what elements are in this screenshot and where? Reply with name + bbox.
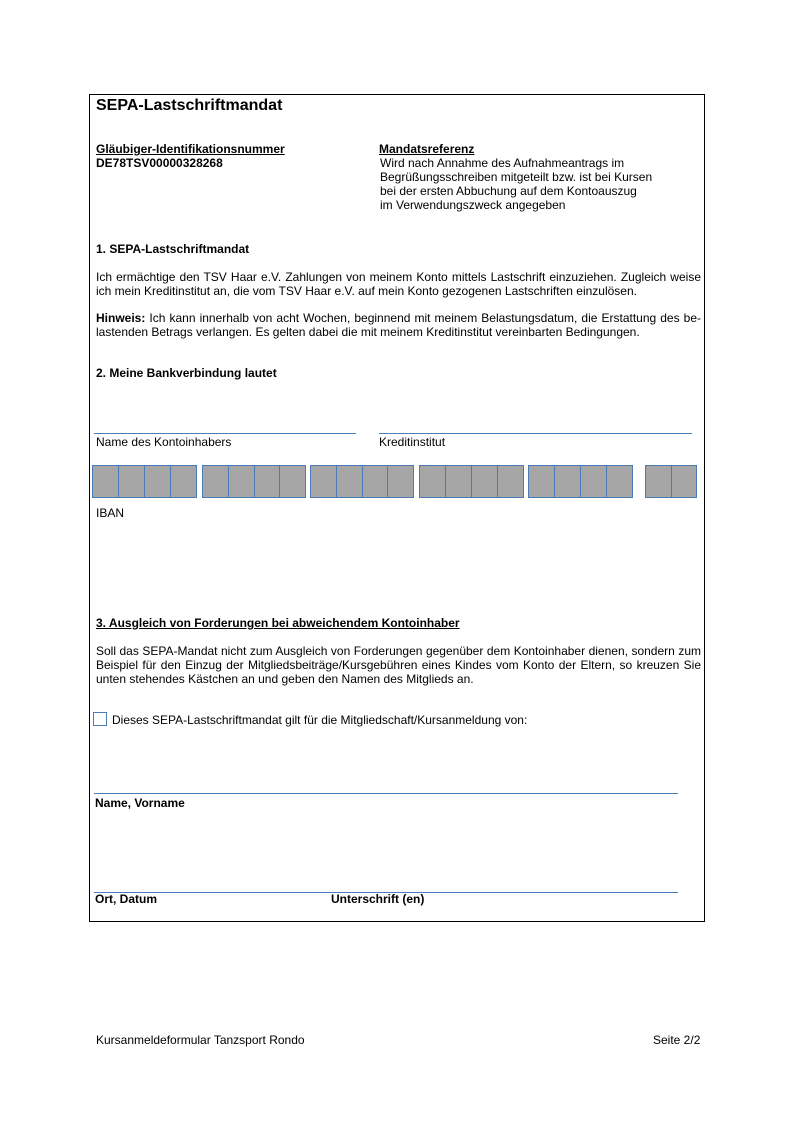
iban-group[interactable] xyxy=(645,465,697,498)
iban-digit-box[interactable] xyxy=(420,466,446,497)
iban-label: IBAN xyxy=(96,506,125,520)
mandate-reference-line: bei der ersten Abbuchung auf dem Kontoauszug xyxy=(380,184,637,198)
iban-digit-box[interactable] xyxy=(255,466,281,497)
iban-digit-box[interactable] xyxy=(280,466,305,497)
paragraph-line: ich mein Kreditinstitut an, die vom TSV Haar e.V. auf mein Konto gezogenen Lastschriften einzulösen. xyxy=(96,284,637,298)
iban-digit-box[interactable] xyxy=(472,466,498,497)
paragraph-line: Soll das SEPA-Mandat nicht zum Ausgleich von Forderungen gegenüber dem Kontoinhaber dienen, sondern zum xyxy=(96,644,701,658)
iban-digit-box[interactable] xyxy=(581,466,607,497)
mandate-reference-line: im Verwendungszweck angegeben xyxy=(380,198,566,212)
mandate-reference-line: Begrüßungsschreiben mitgeteilt bzw. ist bei Kursen xyxy=(380,170,653,184)
section1-heading: 1. SEPA-Lastschriftmandat xyxy=(96,242,250,256)
iban-digit-box[interactable] xyxy=(93,466,119,497)
paragraph-line: Ich ermächtige den TSV Haar e.V. Zahlungen von meinem Konto mittels Lastschrift einzuziehen. Zugleich weise xyxy=(96,270,701,284)
iban-digit-box[interactable] xyxy=(498,466,523,497)
paragraph-line: Ich kann innerhalb von acht Wochen, beginnend mit meinem Belastungsdatum, die Erstattung des be- xyxy=(149,311,701,325)
section3-paragraph xyxy=(96,644,701,686)
iban-digit-box[interactable] xyxy=(311,466,337,497)
bank-name-line[interactable] xyxy=(379,433,692,434)
iban-digit-box[interactable] xyxy=(363,466,389,497)
iban-digit-box[interactable] xyxy=(337,466,363,497)
page-title: SEPA-Lastschriftmandat xyxy=(96,97,283,114)
member-checkbox-label: Dieses SEPA-Lastschriftmandat gilt für die Mitgliedschaft/Kursanmeldung von: xyxy=(112,713,528,727)
paragraph-line: lastenden Betrags verlangen. Es gelten dabei die mit meinem Kreditinstitut vereinbarten Bedingungen. xyxy=(96,325,640,339)
mandate-reference-label: Mandatsreferenz xyxy=(379,142,475,156)
iban-digit-box[interactable] xyxy=(229,466,255,497)
paragraph-line: unten stehendes Kästchen an und geben den Namen des Mitglieds an. xyxy=(96,672,474,686)
mandate-reference-text xyxy=(380,156,652,212)
member-name-label: Name, Vorname xyxy=(95,796,185,810)
member-name-line[interactable] xyxy=(94,793,678,794)
iban-group[interactable] xyxy=(419,465,524,498)
page-number: Seite 2/2 xyxy=(653,1033,701,1047)
creditor-id-value: DE78TSV00000328268 xyxy=(96,156,223,170)
signature-label: Unterschrift (en) xyxy=(331,892,425,906)
creditor-id-label: Gläubiger-Identifikationsnummer xyxy=(96,142,285,156)
section1-hint xyxy=(96,311,701,339)
footer-title: Kursanmeldeformular Tanzsport Rondo xyxy=(96,1033,305,1047)
iban-digit-box[interactable] xyxy=(203,466,229,497)
iban-digit-box[interactable] xyxy=(171,466,196,497)
iban-group[interactable] xyxy=(202,465,306,498)
iban-group[interactable] xyxy=(310,465,414,498)
place-date-label: Ort, Datum xyxy=(95,892,158,906)
section1-paragraph xyxy=(96,270,701,298)
iban-group[interactable] xyxy=(92,465,197,498)
iban-digit-box[interactable] xyxy=(529,466,555,497)
section3-heading: 3. Ausgleich von Forderungen bei abweichendem Kontoinhaber xyxy=(96,616,460,630)
iban-digit-box[interactable] xyxy=(119,466,145,497)
iban-digit-box[interactable] xyxy=(646,466,672,497)
iban-digit-box[interactable] xyxy=(555,466,581,497)
iban-group[interactable] xyxy=(528,465,633,498)
paragraph-line: Beispiel für den Einzug der Mitgliedsbeiträge/Kursgebühren eines Kindes vom Konto der Eltern, so kreuzen Sie xyxy=(96,658,701,672)
iban-digit-box[interactable] xyxy=(388,466,413,497)
hint-label: Hinweis: xyxy=(96,311,146,325)
account-holder-line[interactable] xyxy=(94,433,356,434)
mandate-reference-line: Wird nach Annahme des Aufnahmeantrags im xyxy=(380,156,625,170)
section2-heading: 2. Meine Bankverbindung lautet xyxy=(96,366,277,380)
bank-label: Kreditinstitut xyxy=(379,435,446,449)
iban-digit-box[interactable] xyxy=(672,466,697,497)
iban-digit-box[interactable] xyxy=(607,466,632,497)
iban-digit-box[interactable] xyxy=(446,466,472,497)
member-checkbox[interactable] xyxy=(93,712,107,726)
iban-digit-box[interactable] xyxy=(145,466,171,497)
account-holder-label: Name des Kontoinhabers xyxy=(96,435,232,449)
